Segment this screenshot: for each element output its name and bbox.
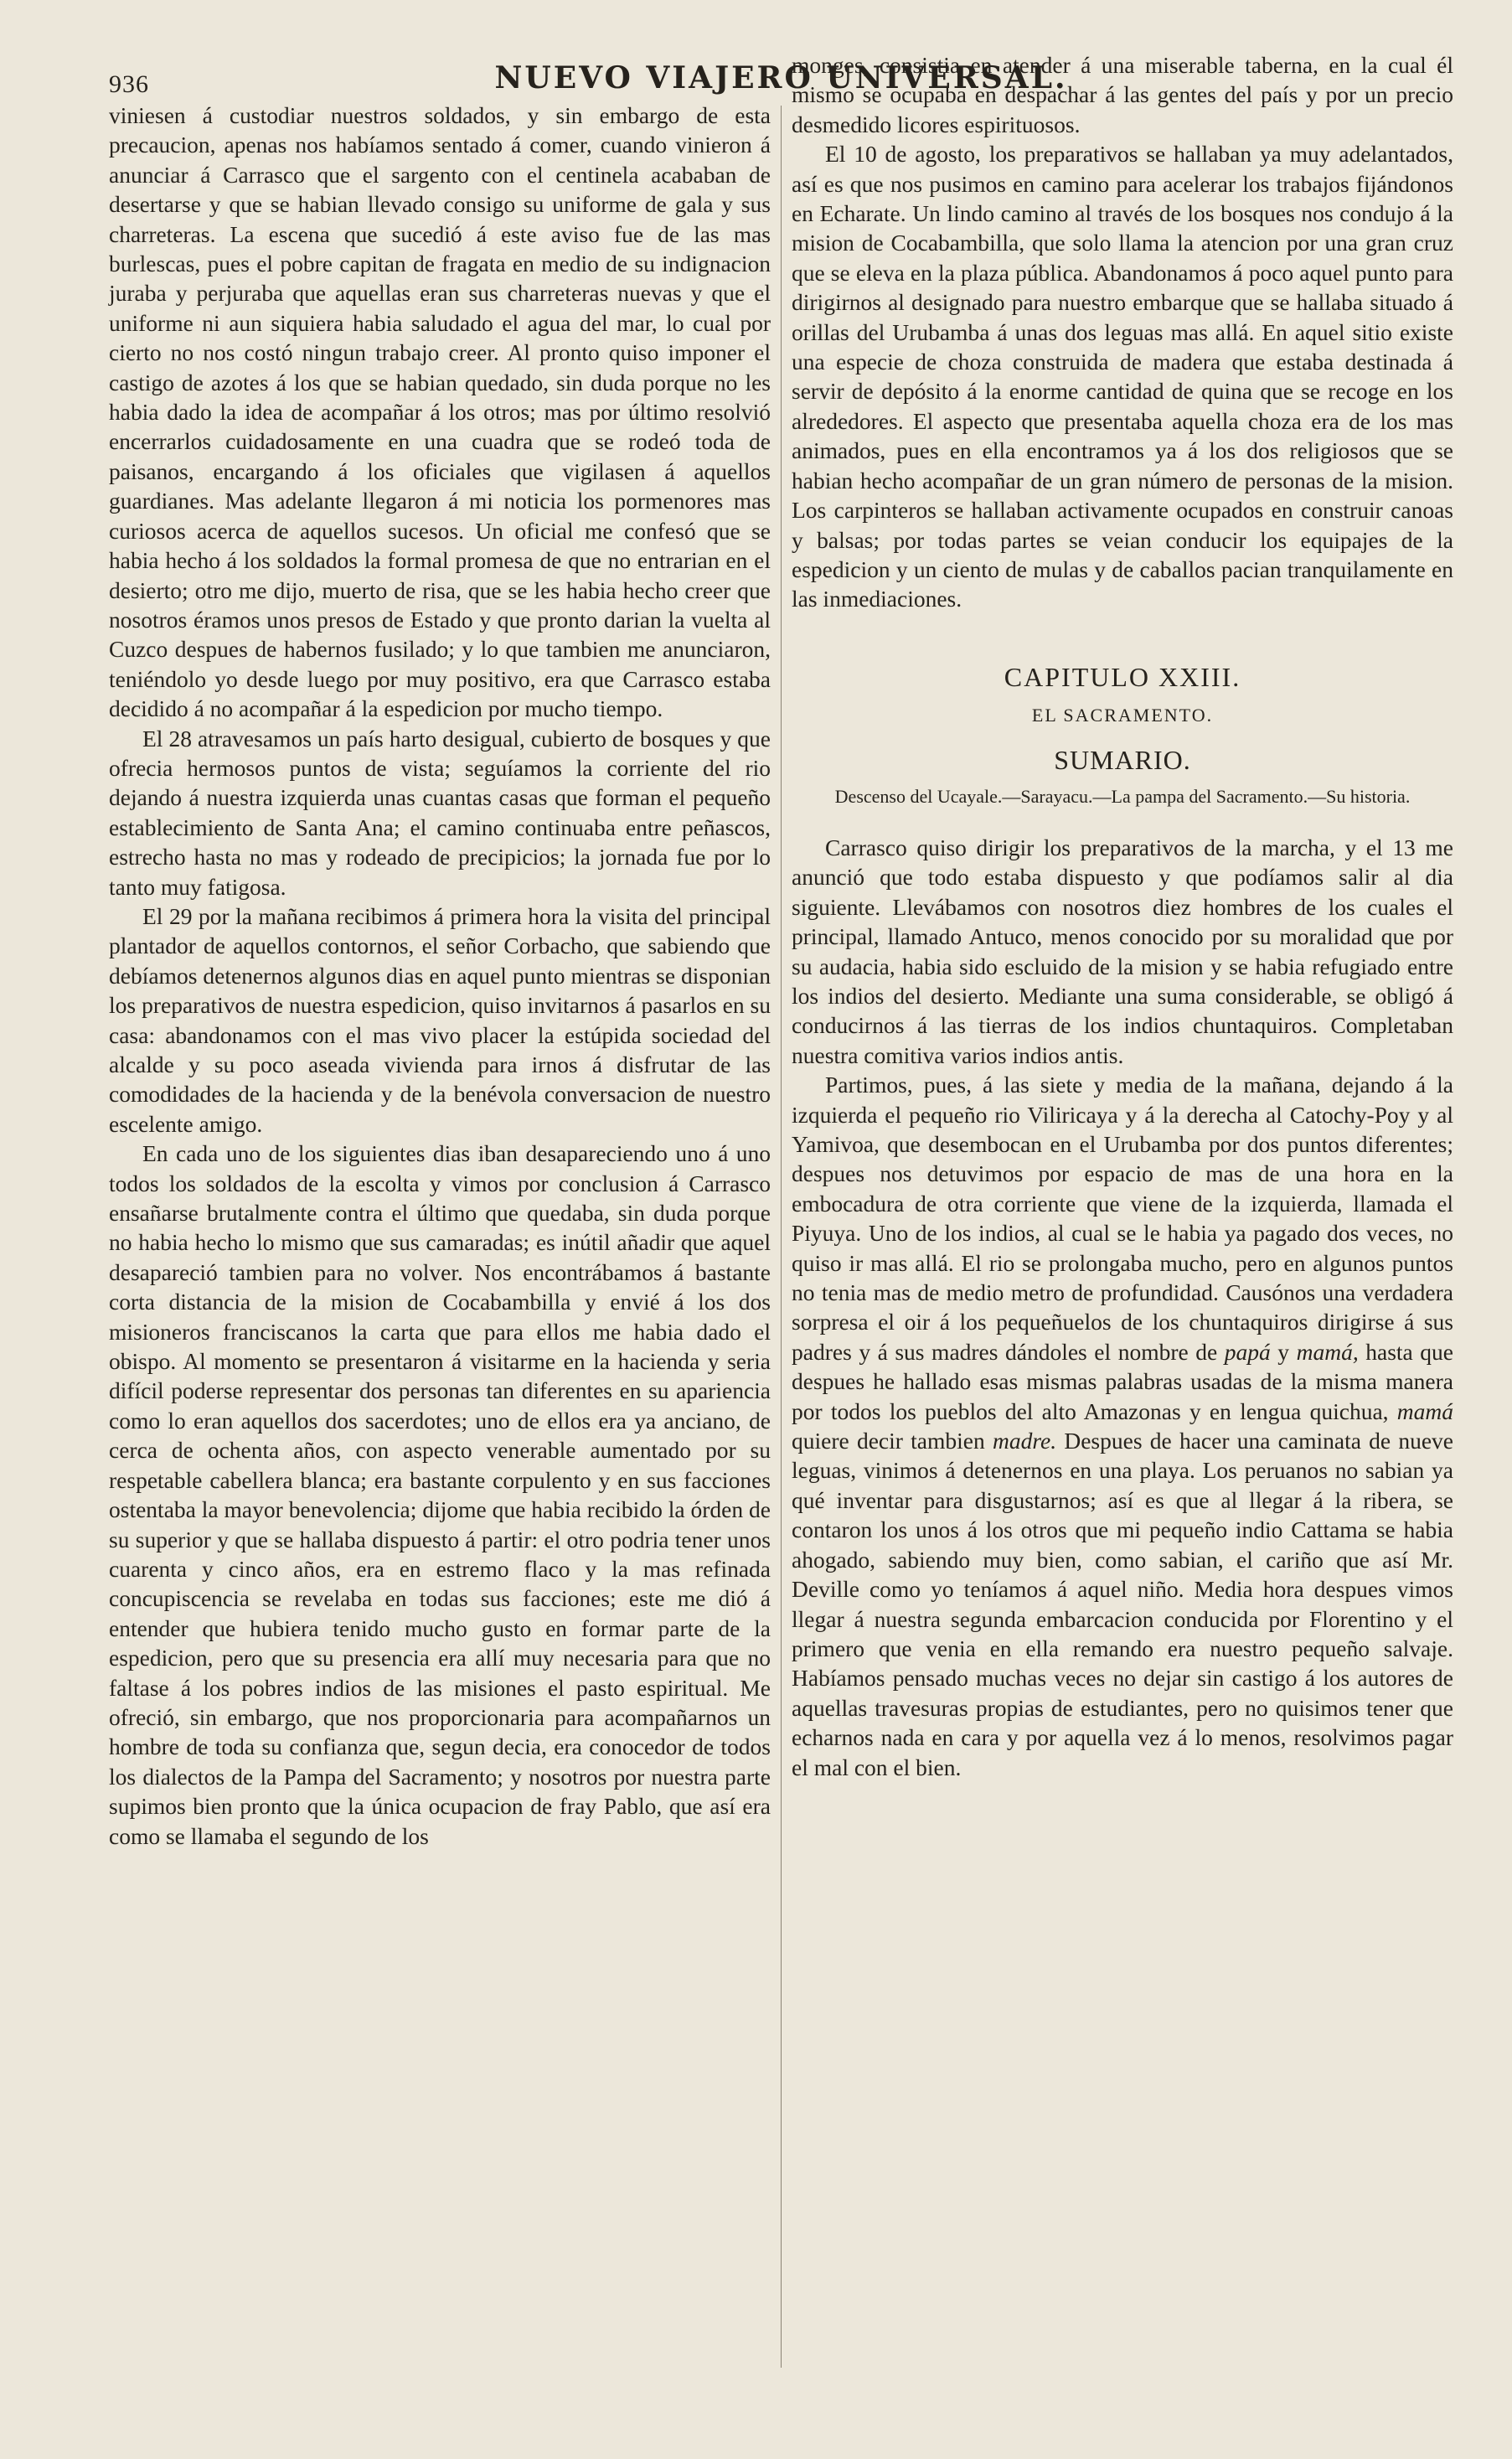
paragraph: monges, consistia en atender á una miserable taberna, en la cual él mismo se ocupaba en despachar á las gentes del país y por un precio desmedido licores espirituosos. [792, 52, 1453, 137]
paragraph [792, 1070, 1453, 1782]
paragraph: En cada uno de los siguientes dias iban desapareciendo uno á uno todos los soldados de la escolta y vimos por conclusion á Carrasco ensañarse brutalmente contra el último que quedaba, sin duda porque no habia hecho lo mismo que sus camaradas; es inútil añadir que aquel desapareció tambien para no volver. Nos encontrábamos á bastante corta distancia de la mision de Cocabambilla y envié á los dos misioneros franciscanos la carta que para ellos me habia dado el obispo. Al momento se presentaron á visitarme en la hacienda y seria difícil poderse representar dos personas tan diferentes en su apariencia como lo eran aquellos dos sacerdotes; uno de ellos era ya anciano, de cerca de ochenta años, con aspecto venerable aumentado por su respetable cabellera blanca; era bastante corpulento y en sus facciones ostentaba la mayor benevolencia; dijome que habia recibido la órden de su superior y que se hallaba dispuesto á partir: el otro podria tener unos cuarenta y cinco años, era en estremo flaco y la mas refinada concupiscencia se revelaba en todas sus facciones; este me dió á entender que hubiera tenido mucho gusto en formar parte de la espedicion, pero que su presencia era allí muy necesaria para que no faltase á los pobres indios de las misiones el pasto espiritual. Me ofreció, sin embargo, que nos proporcionaria para acompañarnos un hombre de toda su confianza que, segun decia, era conocedor de todos los dialectos de la Pampa del Sacramento; y nosotros por nuestra parte supimos bien pronto que la única ocupacion de fray Pablo, que así era como se llamaba el segundo de los [109, 1140, 771, 1849]
italic-word: mamá, [1296, 1338, 1359, 1365]
column-divider [781, 106, 782, 2368]
paragraph-text: y [1277, 1338, 1290, 1365]
paragraph-text: Partimos, pues, á las siete y media de la mañana, dejando á la izquierda el pequeño rio Viliricaya y á la derecha al Catochy-Poy y al Yamivoa, que desembocan en el Urubamba por dos puntos diferentes; despues nos detuvimos por espacio de mas de una hora en la embocadura de otra corriente que viene de la izquierda, llamada el Piyuya. Uno de los indios, al cual se le habia ya pagado dos veces, no quiso ir mas allá. El rio se prolongaba mucho, pero en algunos puntos no tenia mas de medio metro de profundidad. Causónos una verdadera sorpresa el oir á los pequeñuelos de los chuntaquiros dirigirse á sus padres y á sus madres dándoles el nombre de [792, 1072, 1453, 1365]
right-column [792, 50, 1453, 2368]
left-column [109, 101, 771, 2368]
paragraph: Carrasco quiso dirigir los preparativos de la marcha, y el 13 me anunció que todo estaba dispuesto y que podíamos salir al dia siguiente. Llevábamos con nosotros diez hombres de los cuales el principal, llamado Antuco, menos conocido por su moralidad que por su audacia, habia sido escluido de la mision y se habia refugiado entre los indios del desierto. Mediante una suma considerable, se obligó á conducirnos á las tierras de los indios chuntaquiros. Completaban nuestra comitiva varios indios antis. [792, 834, 1453, 1068]
paragraph: El 10 de agosto, los preparativos se hallaban ya muy adelantados, así es que nos pusimos en camino para acelerar los trabajos fijándonos en Echarate. Un lindo camino al través de los bosques nos condujo á la mision de Cocabambilla, que solo llama la atencion por una gran cruz que se eleva en la plaza pública. Abandonamos á poco aquel punto para dirigirnos al designado para nuestro embarque que se hallaba situado á orillas del Urubamba á unas dos leguas mas allá. En aquel sitio existe una especie de choza construida de madera que estaba destinada á servir de depósito á la enorme cantidad de quina que se recoge en los alrededores. El aspecto que presentaba aquella choza era de los mas animados, pues en ella encontramos ya á los dos religiosos que se habian hecho acompañar de un gran número de personas de la mision. Los carpinteros se hallaban activamente ocupados en construir canoas y balsas; por todas partes se veian conducir los equipajes de la espedicion y un ciento de mulas y de caballos pacian tranquilamente en las inmediaciones. [792, 141, 1453, 612]
running-head [109, 52, 1453, 97]
running-title: NUEVO VIAJERO UNIVERSAL. [494, 60, 1068, 96]
chapter-subtitle: EL SACRAMENTO. [1031, 705, 1214, 726]
paragraph: El 28 atravesamos un país harto desigual, cubierto de bosques y que ofrecia hermosos puntos de vista; seguíamos la corriente del rio dejando á nuestra izquierda unas cuantas casas que forman el pequeño establecimiento de Santa Ana; el camino continuaba entre peñascos, estrecho hasta no mas y rodeado de precipicios; la jornada fue por lo tanto muy fatigosa. [109, 725, 771, 900]
chapter-heading: CAPITULO XXIII. [1004, 661, 1241, 692]
page-number: 936 [109, 70, 149, 98]
paragraph-text: Despues de hacer una caminata de nueve leguas, vinimos á detenernos en una playa. Los peruanos no sabian ya qué inventar para disgustarnos; así es que al llegar á la ribera, se contaron los unos á los otros que mi pequeño indio Cattama se habia ahogado, sabiendo muy bien, como sabian, el cariño que así Mr. Deville como yo teníamos á aquel niño. Media hora despues vimos llegar á nuestra segunda embarcacion conducida por Florentino y el primero que venia en ella remando era nuestro pequeño salvaje. Habíamos pensado muchas veces no dejar sin castigo á los autores de aquellas travesuras propias de estudiantes, pero no quisimos tener que echarnos nada en cara y por aquella vez á lo menos, resolvimos pagar el mal con el bien. [792, 1428, 1454, 1780]
italic-word: papá [1224, 1338, 1271, 1365]
summary-heading: SUMARIO. [1054, 744, 1191, 775]
summary-text: Descenso del Ucayale.—Sarayacu.—La pampa del Sacramento.—Su historia. [834, 785, 1411, 807]
italic-word: madre. [992, 1428, 1057, 1454]
paragraph-text: quiere decir tambien [792, 1428, 985, 1454]
paragraph: viniesen á custodiar nuestros soldados, y sin embargo de esta precaucion, apenas nos habíamos sentado á comer, cuando vinieron á anunciar á Carrasco que el sargento con el centinela acababan de desertarse y que se habian llevado consigo su uniforme de gala y sus charreteras. La escena que sucedió á este aviso fue de las mas burlescas, pues el pobre capitan de fragata en medio de su indignacion juraba y perjuraba que aquellas eran sus charreteras nuevas y que el uniforme ni aun siquiera habia saludado el agua del mar, lo cual por cierto no nos costó ningun trabajo creer. Al pronto quiso imponer el castigo de azotes á los que se habian quedado, sin duda porque no les habia dado la idea de acompañar á los otros; mas por último resolvió encerrarlos cuidadosamente en una cuadra que se rodeó toda de paisanos, encargando á los oficiales que vigilasen á aquellos guardianes. Mas adelante llegaron á mi noticia los pormenores mas curiosos acerca de aquellos sucesos. Un oficial me confesó que se habia hecho á los soldados la formal promesa de que no entrarian en el desierto; otro me dijo, muerto de risa, que se les habia hecho creer que nosotros éramos unos presos de Estado y que pronto darian la vuelta al Cuzco despues de habernos fusilado; y lo que tambien me anunciaron, teniéndolo yo desde luego por muy positivo, era que Carrasco estaba decidido á no acompañar á la espedicion por mucho tiempo. [109, 102, 771, 722]
italic-word: mamá [1396, 1397, 1453, 1424]
paragraph-text: hasta que despues he hallado esas mismas palabras usadas de la misma manera por todos los pueblos del alto Amazonas y en lengua quichua, [792, 1338, 1454, 1424]
paragraph: El 29 por la mañana recibimos á primera hora la visita del principal plantador de aquellos contornos, el señor Corbacho, que sabiendo que debíamos detenernos algunos dias en aquel punto mientras se disponian los preparativos de nuestra espedicion, quiso invitarnos á pasarlos en su casa: abandonamos con el mas vivo placer la estúpida sociedad del alcalde y su poco aseada vivienda para irnos á disfrutar de las comodidades de la hacienda y de la benévola conversacion de nuestro escelente amigo. [109, 902, 771, 1137]
